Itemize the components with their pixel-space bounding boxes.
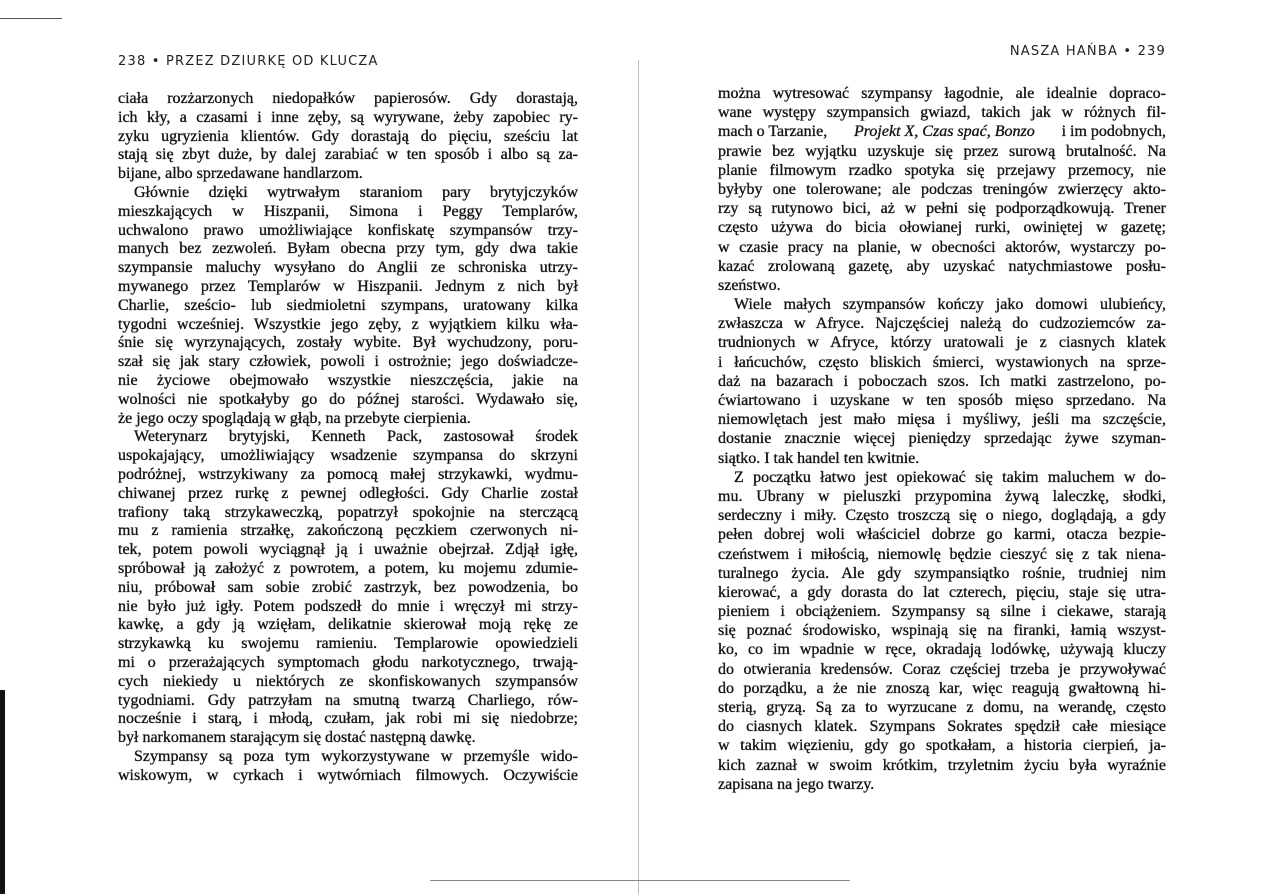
text-line: siątko. I tak handel ten kwitnie.: [718, 449, 920, 467]
text-line: że jego oczy spoglądają w głąb, na przebyte cierpienia.: [118, 409, 471, 427]
text-line: ko, co im wpadnie w ręce, okradają lodówkę, używają kluczy: [718, 641, 1166, 659]
text-line: ciała rozżarzonych niedopałków papierosów. Gdy dorastają,: [118, 90, 578, 107]
text-line: wane występy szympansich gwiazd, takich jak w różnych fil-: [718, 104, 1166, 122]
text-line: do porządku, a że nie znoszą kar, więc reagują gwałtowną hi-: [718, 679, 1166, 697]
text-line: turalnego życia. Ale gdy szympansiątko rośnie, trudniej nim: [718, 564, 1166, 582]
text-line: prawie bez wyjątku uzyskuje się przez surową brutalność. Na: [718, 142, 1166, 160]
paragraph: [718, 295, 1166, 468]
text-line: trudnionych w Afryce, którzy uratowali je z ciasnych klatek: [718, 334, 1166, 352]
text-line: do ciasnych klatek. Szympans Sokrates spędził całe miesiące: [718, 718, 1166, 736]
text-line: i łańcuchów, często bliskich śmierci, wystawionych na sprze-: [718, 353, 1166, 371]
text-line: zwłaszcza w Afryce. Najczęściej należą do cudzoziemców za-: [718, 315, 1166, 333]
text-line: był narkomanem starającym się dostać następną dawkę.: [118, 729, 476, 747]
text-line: kich zaznał w swoim krótkim, trzyletnim życiu była wyraźnie: [718, 756, 1166, 774]
running-head-left: 238 • PRZEZ DZIURKĘ OD KLUCZA: [118, 54, 379, 69]
text-line: strzykawką ku swojemu ramieniu. Templarowie opowiedzieli: [118, 635, 578, 653]
text-line: daż na bazarach i poboczach szos. Ich matki zastrzelono, po-: [718, 372, 1166, 390]
text-line: do otwierania kredensów. Coraz częściej trzeba je przywoływać: [718, 660, 1166, 678]
text-line: cych niekiedy u niektórych ze skonfiskowanych szympansów: [118, 672, 578, 690]
text-line: ćwiartowano i uzyskane w ten sposób mięso sprzedano. Na: [718, 392, 1166, 409]
text-line: sterią, gryzą. Są za to wyrzucane z domu, na werandę, często: [718, 699, 1166, 716]
paragraph: [718, 84, 1166, 295]
text-segment: i im podobnych,: [1057, 123, 1166, 141]
italic-title: Projekt X, Czas spać, Bonzo: [854, 123, 1035, 141]
text-line: w takim więzieniu, gdy go spotkałam, a historia cierpień, ja-: [718, 737, 1166, 755]
text-line: planie filmowym rzadko spotyka się przejawy przemocy, nie: [718, 161, 1166, 179]
paragraph: [118, 428, 578, 748]
text-line: uchwalono prawo umożliwiające konfiskatę szympansów trzy-: [118, 221, 578, 239]
text-line: kawkę, a gdy ją wzięłam, delikatnie skierował moją rękę ze: [118, 616, 578, 634]
text-line: mu. Ubrany w pieluszki przypomina żywą laleczkę, słodki,: [718, 487, 1166, 505]
text-line: Wiele małych szympansów kończy jako domowi ulubieńcy,: [734, 296, 1166, 314]
text-line: wolności nie spotkałyby go do późnej starości. Wydawało się,: [118, 390, 578, 408]
text-line: Weterynarz brytyjski, Kenneth Pack, zastosował środek: [134, 428, 578, 446]
text-line: manych bez zezwoleń. Byłam obecna przy tym, gdy dwa takie: [118, 240, 578, 258]
text-line: rzy są rutynowo bici, aż w pełni się podporządkowują. Trener: [718, 200, 1166, 218]
text-line: pieniem i obciążeniem. Szympansy są silne i ciekawe, starają: [718, 603, 1166, 621]
text-line: mi o przerażających symptomach głodu narkotycznego, trwają-: [118, 653, 578, 671]
text-line: w czasie pracy na planie, w obecności aktorów, wystarczy po-: [718, 238, 1166, 256]
text-line: Z początku łatwo jest opiekować się takim maluchem w do-: [734, 468, 1166, 486]
text-line: spróbował ją założyć z powrotem, a potem, ku mojemu zdumie-: [118, 559, 578, 577]
paragraph: [718, 468, 1166, 794]
text-line: szympansie maluchy wysyłano do Anglii ze schroniska utrzy-: [118, 259, 578, 277]
text-line: często używa do bicia ołowianej rurki, owiniętej w gazetę;: [718, 219, 1166, 237]
text-line: Charlie, sześcio- lub siedmioletni szympans, uratowany kilka: [118, 296, 578, 314]
text-line: wiskowym, w cyrkach i wytwórniach filmowych. Oczywiście: [118, 766, 578, 784]
text-line: kazać zrolowaną gazetę, aby uzyskać natychmiastowe posłu-: [718, 257, 1166, 275]
text-line: serdeczny i miły. Często troszczą się o niego, doglądają, a gdy: [718, 507, 1166, 525]
text-line: zyku ugryzienia klientów. Gdy dorastają do pięciu, sześciu lat: [118, 127, 578, 145]
text-line: tygodniami. Gdy patrzyłam na smutną twarzą Charliego, rów-: [118, 691, 578, 709]
text-line: niu, próbował sam sobie zrobić zastrzyk, bez powodzenia, bo: [118, 578, 578, 596]
text-line: stają się zbyt duże, by dalej zarabiać w ten sposób i albo są za-: [118, 146, 578, 164]
text-line: kierować, a gdy dorasta do lat czterech, pięciu, staje się utra-: [718, 583, 1166, 601]
text-line: można wytresować szympansy łagodnie, ale idealnie dopraco-: [718, 85, 1166, 102]
text-line: nie było już igły. Potem podszedł do mnie i wręczył mi strzy-: [118, 597, 578, 615]
text-line: chiwanej przez rurkę z pewnej odległości. Gdy Charlie został: [118, 484, 578, 502]
text-line: czeństwem i miłością, niemowlę będzie cieszyć się z tak niena-: [718, 545, 1166, 563]
text-line: się poznać środowisko, wspinają się na firanki, łamią wszyst-: [718, 622, 1166, 640]
body-text-left: [118, 90, 578, 785]
text-line: nie życiowe obejmowało wszystkie nieszczęścia, jakie na: [118, 371, 578, 389]
text-line: śnie się wyrzynających, zostały wybite. Był wychudzony, poru-: [118, 334, 578, 352]
text-line: dostanie znacznie więcej pieniędzy sprzedając żywe szyman-: [718, 430, 1166, 448]
text-line: ich kły, a czasami i inne zęby, są wyrywane, żeby zapobiec ry-: [118, 108, 578, 126]
text-line: szeństwo.: [718, 276, 781, 294]
text-line: pełen dobrej woli właściciel dobrze go karmi, otacza bezpie-: [718, 526, 1166, 544]
text-line: bijane, albo sprzedawane handlarzom.: [118, 165, 363, 183]
text-line: tek, potem powoli wyciągnął ją i uważnie obejrzał. Zdjął igłę,: [118, 541, 578, 559]
paragraph: [118, 748, 578, 786]
book-gutter: [638, 60, 639, 894]
paragraph: [118, 184, 578, 428]
text-line: Głównie dzięki wytrwałym staraniom pary brytyjczyków: [134, 183, 578, 201]
text-line: mieszkających w Hiszpanii, Simona i Peggy Templarów,: [118, 202, 578, 220]
text-line: niemowlętach jest mało mięsa i myśliwy, jeśli ma szczęście,: [718, 411, 1166, 429]
text-line: nocześnie i starą, i młodą, czułam, jak robi mi się niedobrze;: [118, 710, 578, 728]
text-line: tygodni wcześniej. Wszystkie jego zęby, z wyjątkiem kilku wła-: [118, 315, 578, 333]
body-text-right: [718, 84, 1166, 794]
text-line: trafiony taką strzykaweczką, popatrzył spokojnie na sterczącą: [118, 503, 578, 521]
text-line: mywanego przez Templarów w Hiszpanii. Jednym z nich był: [118, 277, 578, 295]
running-head-right: NASZA HAŃBA • 239: [1009, 44, 1166, 59]
text-line: byłyby one tolerowane; ale podczas treningów zwierzęcy akto-: [718, 180, 1166, 198]
right-page: [640, 0, 1262, 894]
text-segment: mach o Tarzanie,: [718, 123, 832, 141]
text-line: podróżnej, wstrzykiwany za pomocą małej strzykawki, wydmu-: [118, 465, 578, 483]
text-line: szał się jak stary człowiek, powoli i ostrożnie; jego doświadcze-: [118, 353, 578, 371]
text-line: Szympansy są poza tym wykorzystywane w przemyśle wido-: [134, 747, 578, 765]
text-line: zapisana na jego twarzy.: [718, 775, 875, 793]
text-line: mu z ramienia strzałkę, zakończoną pęczkiem czerwonych ni-: [118, 522, 578, 540]
text-line: [718, 122, 1166, 141]
text-line: uspokajający, umożliwiający wsadzenie szympansa do skrzyni: [118, 447, 578, 465]
paragraph: [118, 90, 578, 184]
